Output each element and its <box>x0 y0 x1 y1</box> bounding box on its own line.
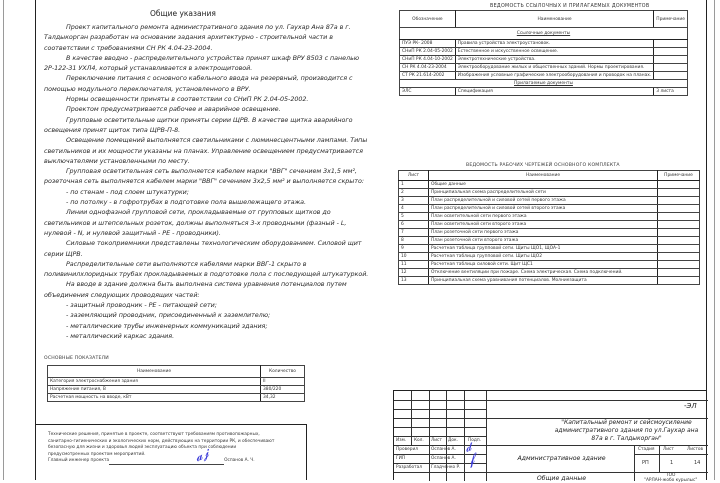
cell <box>658 221 700 229</box>
cell: 380/220 <box>261 386 305 394</box>
cell <box>654 56 688 64</box>
references-caption: ВЕДОМОСТЬ ССЫЛОЧНЫХ И ПРИЛАГАЕМЫХ ДОКУМЕНТОВ <box>490 4 650 9</box>
drawings-table <box>398 170 700 285</box>
cell <box>654 64 688 72</box>
header-note: Примечание <box>658 171 700 181</box>
header-sheet: Лист <box>399 171 429 181</box>
cell: Принципиальная схема распределительной сети <box>429 189 658 197</box>
divider <box>411 391 412 445</box>
col-header-sheet: Лист <box>431 438 442 443</box>
table-row <box>400 56 688 64</box>
note-paragraph: Проектом предусматривается рабочее и аварийное освещение. <box>66 105 281 114</box>
table-header-row <box>399 171 700 181</box>
note-paragraph: Групповая осветительная сеть выполняется кабелем марки "ВВГ" сечением 3х1,5 мм², розеточная сеть выполняется кабелем марки "ВВГ" сечением 3х2,5 мм² и выполняется скрыто: <box>44 167 364 186</box>
cell: 9 <box>399 245 429 253</box>
cell: 3 <box>399 197 429 205</box>
drawings-caption: ВЕДОМОСТЬ РАБОЧИХ ЧЕРТЕЖЕЙ ОСНОВНОГО КОМПЛЕКТА <box>466 163 620 168</box>
general-notes <box>44 22 374 341</box>
cell: Расчетная таблица групповой сети. Щиты ЩО2 <box>429 253 658 261</box>
divider <box>634 454 708 455</box>
cell: Расчетная таблица групповой сети. Щиты ЩО1, ЩОА-1 <box>429 245 658 253</box>
cell: ЭЛС <box>400 88 456 96</box>
cell: Естественное и искусственное освещение. <box>455 48 653 56</box>
divider <box>634 445 635 481</box>
staff-name: Оспанов А. <box>431 447 456 452</box>
divider <box>394 472 708 473</box>
staff-role: Проверил <box>396 447 419 452</box>
cell: 13 <box>399 277 429 285</box>
col-header-count: Кол. <box>414 438 424 443</box>
table-header-row <box>48 366 305 378</box>
table-row <box>48 378 305 386</box>
table-row <box>48 394 305 402</box>
note-list-item: - металлические трубы инженерных коммуникаций здания; <box>66 321 268 330</box>
cell <box>658 245 700 253</box>
table-row <box>399 269 700 277</box>
note-paragraph: Нормы освещенности приняты в соответствии со СНиП РК 2.04-05-2002. <box>66 95 309 104</box>
cell: План распределительной и силовой сетей второго этажа <box>429 205 658 213</box>
sheets-label: Листов <box>687 447 704 452</box>
cell: Отключение вентиляции при пожаре. Схема электрическая. Схема подключений. <box>429 269 658 277</box>
note-paragraph: Проект капитального ремонта административного здания по ул. Гаухар Ана 87а в г. Талдыкорган разработан на основании задания архитектурно - строительной части в соответствии с требованиями СН РК 4.04-23-2004. <box>44 23 351 52</box>
cell: Изображения условные графические электрооборудования и проводок на планах. <box>455 72 653 80</box>
section-title: Ссылочные документы <box>400 28 688 40</box>
table-row <box>48 386 305 394</box>
cell <box>658 269 700 277</box>
cell: 34,32 <box>261 394 305 402</box>
header-quantity: Количество <box>261 366 305 378</box>
cell <box>658 237 700 245</box>
staff-name: Гладченко Р. <box>431 465 461 470</box>
cell: План распределительной и силовой сетей первого этажа <box>429 197 658 205</box>
staff-role: Разработал <box>396 465 423 470</box>
col-header-doc: Док. <box>448 438 458 443</box>
note-paragraph: Переключение питания с основного кабельного ввода на резервный, производится с помощью модульного переключателя, установленного в ВРУ. <box>44 74 353 93</box>
note-paragraph: На вводе в здание должна быть выполнена система уравнения потенциалов путем объединения следующих проводящих частей: <box>44 280 347 299</box>
cell: 5 <box>399 213 429 221</box>
staff-name: Оспанов А. <box>431 456 456 461</box>
cell: Общие данные <box>429 181 658 189</box>
cell: Правила устройства электроустановок. <box>455 40 653 48</box>
notes-title: Общие указания <box>150 9 216 18</box>
table-row <box>399 253 700 261</box>
stage-value: РП <box>642 460 649 466</box>
cell: Электрооборудование жилых и общественных зданий. Нормы проектирования. <box>455 64 653 72</box>
cell: 12 <box>399 269 429 277</box>
sheet-title: Общие данные <box>536 475 587 482</box>
cell: Электротехнические устройства. <box>455 56 653 64</box>
note-paragraph: В качестве вводно - распределительного устройства принят шкаф ВРУ 8503 с панелью 2Р-122-31 УХЛ4, который устанавливается в электрощитовой. <box>44 53 360 73</box>
table-row <box>399 213 700 221</box>
cell: 2 <box>399 189 429 197</box>
cell <box>658 261 700 269</box>
cell: План розеточной сети второго этажа <box>429 237 658 245</box>
company-name: "АРЛАН-жобо курылыс" <box>644 478 698 483</box>
table-row <box>399 261 700 269</box>
divider <box>429 391 430 481</box>
building-name: Административное здание <box>517 455 606 462</box>
references-table <box>399 10 688 96</box>
cell <box>654 72 688 80</box>
table-row <box>400 72 688 80</box>
divider <box>394 409 486 410</box>
table-row <box>400 40 688 48</box>
cell: План осветительной сети второго этажа <box>429 221 658 229</box>
staff-role: ГИП <box>396 456 406 461</box>
cell <box>658 213 700 221</box>
table-row <box>399 237 700 245</box>
divider <box>394 445 708 446</box>
cell: Напряжение питания, В <box>48 386 261 394</box>
section-title: Прилагаемые документы <box>400 80 688 88</box>
note-paragraph: Силовые токоприемники представлены технологическим оборудованием. Силовой щит серии ЩРВ. <box>44 239 362 258</box>
cell: 10 <box>399 253 429 261</box>
cell <box>654 48 688 56</box>
document-code: -ЭЛ <box>684 402 697 410</box>
cell: Принципиальная схема уравнивания потенциалов. Молниезащита <box>429 277 658 285</box>
section-row <box>400 80 688 88</box>
cell <box>658 229 700 237</box>
table-row <box>399 197 700 205</box>
header-name: Наименование <box>455 11 653 28</box>
table-row <box>400 48 688 56</box>
cell <box>658 253 700 261</box>
stage-label: Стадия <box>638 447 655 452</box>
table-row <box>400 64 688 72</box>
signer-label: Главный инженер проекта <box>48 458 110 463</box>
cell: СНиП РК 4.04-10-2002 <box>400 56 456 64</box>
section-row <box>400 28 688 40</box>
divider <box>394 436 486 437</box>
col-header-change: Изм. <box>396 438 407 443</box>
note-paragraph: Групповые осветительные щитки приняты серии ЩРВ. В качестве щитка аварийного освещения принят щиток типа ЩРВ-П-8. <box>44 115 353 134</box>
signature-icon: 𝓪𝓳 <box>192 445 212 465</box>
table-row <box>399 221 700 229</box>
sheet-value: 1 <box>670 460 674 466</box>
cell: Расчетная таблица силовой сети. Щит ЩС1 <box>429 261 658 269</box>
divider <box>659 445 660 472</box>
cell: II <box>261 378 305 386</box>
table-row <box>399 245 700 253</box>
table-header-row <box>400 11 688 28</box>
table-row <box>399 189 700 197</box>
note-paragraph: Распределительные сети выполняются кабелями марки ВВГ-1 скрыто в поливинилхлоридных трубах прокладываемых в подготовке пола с последующей штукатуркой. <box>44 259 369 279</box>
cell <box>658 277 700 285</box>
cell <box>658 205 700 213</box>
cell: 1 <box>399 181 429 189</box>
header-name: Наименование <box>429 171 658 181</box>
cell: 4 <box>399 205 429 213</box>
cell: СНиП РК 2.04-05-2002 <box>400 48 456 56</box>
table-row <box>399 181 700 189</box>
cell <box>654 40 688 48</box>
cell <box>658 197 700 205</box>
table-row <box>400 88 688 96</box>
sheets-value: 14 <box>694 460 701 466</box>
stamp-statement: Технические решения, принятые в проекте, соответствуют требованиям противопожарных, санитарно-гигиенических и экологических норм, действующих на территории РК, и обеспечивают безопасную для жизни и здоровья людей эксплуатацию объекта при соблюдении предусмотренных проектом мероприятий. <box>48 432 275 457</box>
header-name: Наименование <box>48 366 261 378</box>
cell: 11 <box>399 261 429 269</box>
header-designation: Обозначение <box>400 11 456 28</box>
title-block <box>393 390 707 483</box>
cell: План розеточной сети первого этажа <box>429 229 658 237</box>
signature-icon: 𝓭 <box>462 440 474 455</box>
company-type: ТОО <box>666 473 676 478</box>
indicators-table <box>47 365 305 402</box>
cell: СТ РК 21.614-2002 <box>400 72 456 80</box>
note-list-item: - по потолку - в гофротрубах в подготовке пола вышележащего этажа. <box>66 198 306 207</box>
cell: План осветительной сети первого этажа <box>429 213 658 221</box>
divider <box>394 400 708 401</box>
cell <box>658 189 700 197</box>
approval-stamp <box>48 432 278 465</box>
col-header-sign: Подп. <box>468 438 482 443</box>
cell: Категория электроснабжения здания <box>48 378 261 386</box>
cell: 8 <box>399 237 429 245</box>
note-list-item: - защитный проводник - PE - питающей сети; <box>66 301 217 310</box>
note-list-item: - по стенам - под слоем штукатурки; <box>66 187 189 196</box>
note-paragraph: Линии однофазной групповой сети, прокладываемые от групповых щитков до светильников и штепсельных розеток, должны выполняться 3-х проводными (фазный - L, нулевой - N, и нулевой защитный - PE - проводники). <box>44 208 347 237</box>
header-note: Примечание <box>654 11 688 28</box>
cell <box>658 181 700 189</box>
cell: Спецификация <box>455 88 653 96</box>
divider <box>464 391 465 481</box>
divider <box>394 427 486 428</box>
project-name: "Капитальный ремонт и сейсмоусиление административного здания по ул.Гаухар ана 87а в г. Талдыкорган" <box>554 419 699 442</box>
sheet-label: Лист <box>663 447 674 452</box>
cell: 3 листа <box>654 88 688 96</box>
note-list-item: - металлический каркас здания. <box>66 331 175 340</box>
cell: 6 <box>399 221 429 229</box>
signature-icon: 𝓯 <box>465 452 478 469</box>
table-row <box>399 205 700 213</box>
divider <box>486 391 487 481</box>
signer-name: Оспанов А. Ч. <box>224 458 255 463</box>
cell: ПУЭ РК- 2008 <box>400 40 456 48</box>
cell: Расчетная мощность на вводе, кВт <box>48 394 261 402</box>
cell: 7 <box>399 229 429 237</box>
note-list-item: - заземляющий проводник, присоединенный к заземлителю; <box>66 311 271 320</box>
note-paragraph: Освещение помещений выполняется светильниками с люминесцентными лампами. Типы светильников и их мощности указаны на планах. Управление освещением предусматривается выключателями установленными по месту. <box>44 136 368 165</box>
cell: СН РК 4.04-23-2004 <box>400 64 456 72</box>
indicators-caption: ОСНОВНЫЕ ПОКАЗАТЕЛИ <box>44 356 109 361</box>
table-row <box>399 229 700 237</box>
table-row <box>399 277 700 285</box>
